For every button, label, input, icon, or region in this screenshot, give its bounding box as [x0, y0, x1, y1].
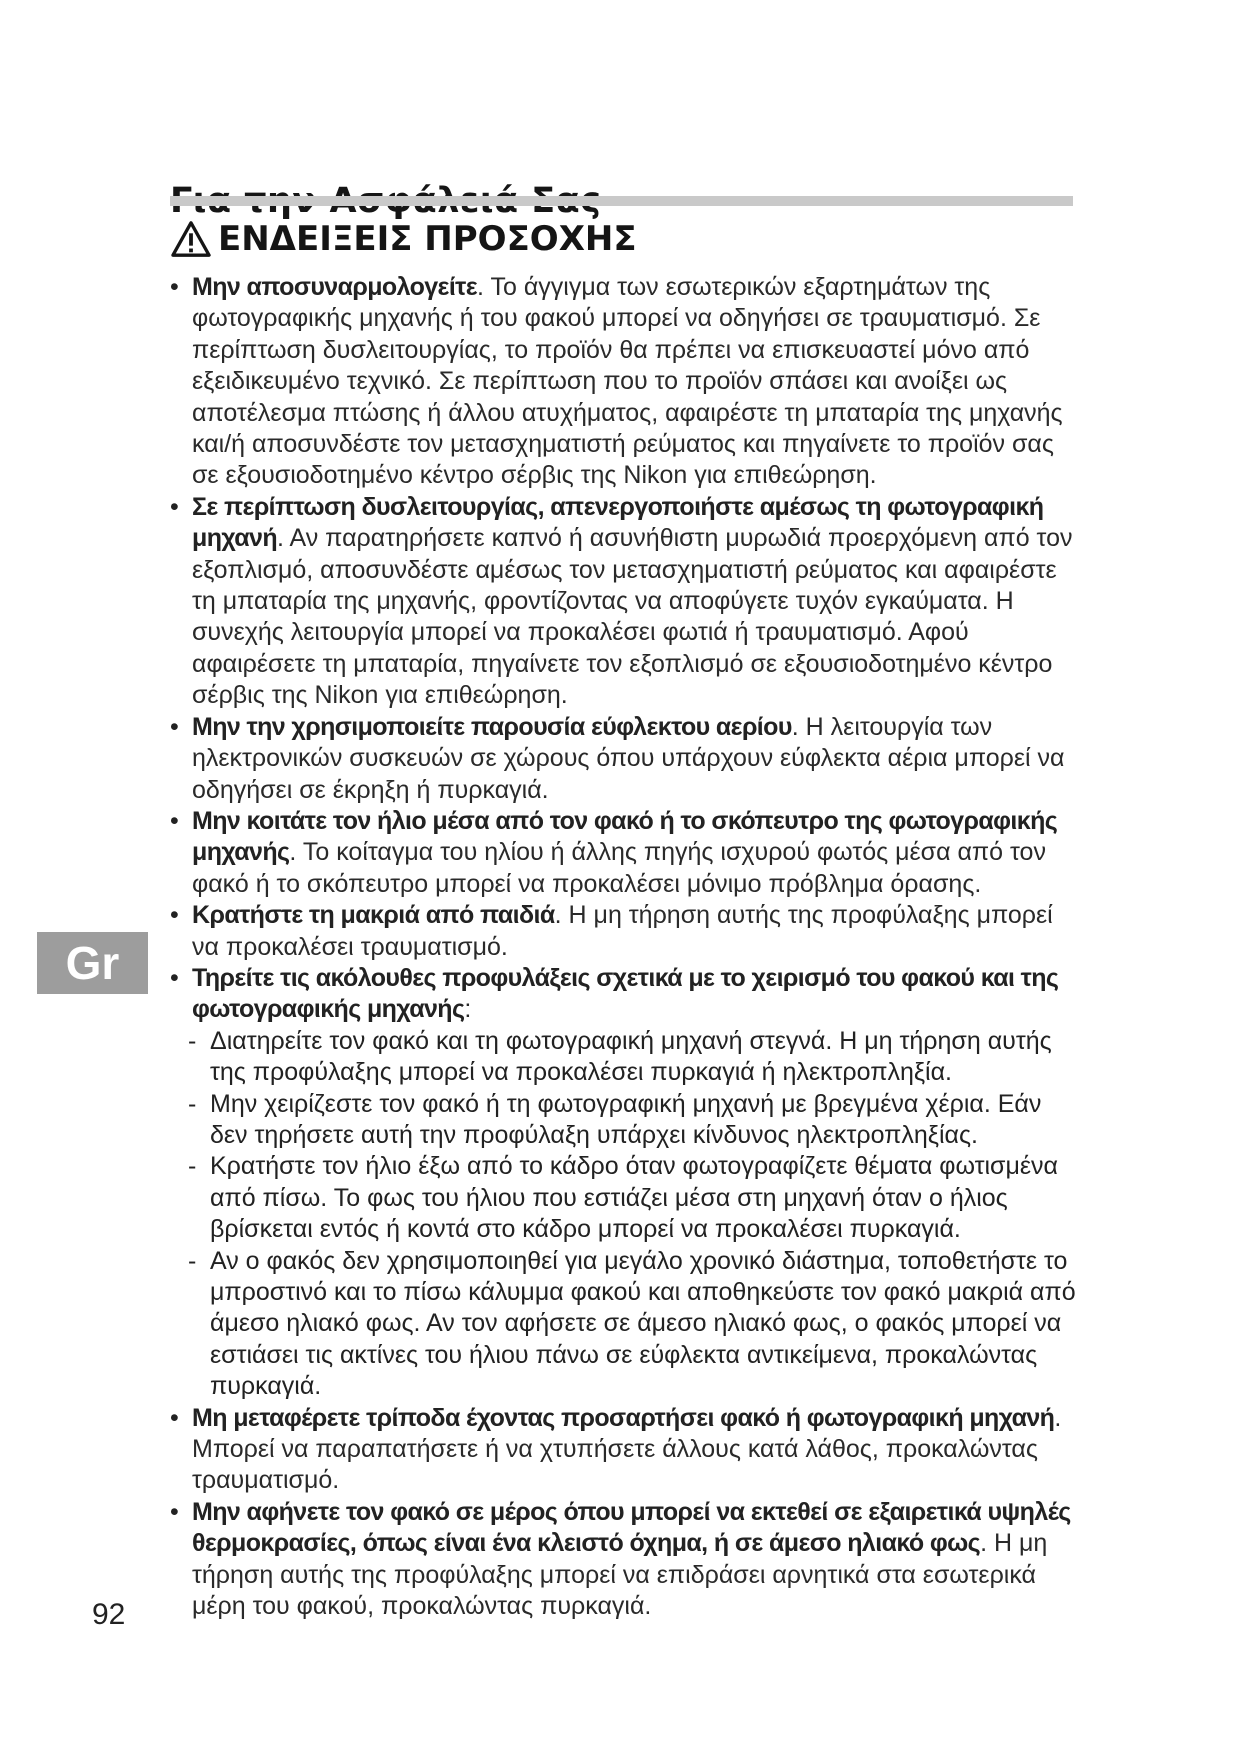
- title-underline: [170, 196, 1073, 206]
- warning-triangle-icon: [170, 220, 212, 258]
- caution-item-tripod: • Μη μεταφέρετε τρίποδα έχοντας προσαρτήσει φακό ή φωτογραφική μηχανή. Μπορεί να παραπατήσετε ή να χτυπήσετε άλλους κατά λάθος, προκαλώντας τραυματισμό.: [170, 1403, 1080, 1497]
- section-heading-text: ΕΝΔΕΙΞΕΙΣ ΠΡΟΣΟΧΗΣ: [218, 219, 637, 259]
- caution-item-malfunction: • Σε περίπτωση δυσλειτουργίας, απενεργοποιήστε αμέσως τη φωτογραφική μηχανή. Αν παρατηρήσετε καπνό ή ασυνήθιστη μυρωδιά προερχόμενη από τον εξοπλισμό, αποσυνδέστε αμέσως τον μετασχηματιστή ρεύματος και αφαιρέστε τη μπαταρία της μηχανής, φροντίζοντας να αποφύγετε τυχόν εγκαύματα. Η συνεχής λειτουργία μπορεί να προκαλέσει φωτιά ή τραυματισμό. Αφού αφαιρέσετε τη μπαταρία, πηγαίνετε τον εξοπλισμό σε εξουσιοδοτημένο κέντρο σέρβις της Nikon για επιθεώρηση.: [170, 492, 1080, 712]
- caution-item-flammable-gas: • Μην την χρησιμοποιείτε παρουσία εύφλεκτου αερίου. Η λειτουργία των ηλεκτρονικών συσκευών σε χώρους όπου υπάρχουν εύφλεκτα αέρια μπορεί να οδηγήσει σε έκρηξη ή πυρκαγιά.: [170, 712, 1080, 806]
- sub-item-wet-hands: - Μην χειρίζεστε τον φακό ή τη φωτογραφική μηχανή με βρεγμένα χέρια. Εάν δεν τηρήσετε αυτή την προφύλαξη υπάρχει κίνδυνος ηλεκτροπληξίας.: [170, 1089, 1080, 1152]
- caution-item-sun: • Μην κοιτάτε τον ήλιο μέσα από τον φακό ή το σκόπευτρο της φωτογραφικής μηχανής. Το κοίταγμα του ηλίου ή άλλης πηγής ισχυρού φωτός μέσα από τον φακό ή το σκόπευτρο μπορεί να προκαλέσει μόνιμο πρόβλημα όρασης.: [170, 806, 1080, 900]
- section-heading: [170, 219, 637, 259]
- sub-item-storage: - Αν ο φακός δεν χρησιμοποιηθεί για μεγάλο χρονικό διάστημα, τοποθετήστε το μπροστινό και το πίσω κάλυμμα φακού και αποθηκεύστε τον φακό μακριά από άμεσο ηλιακό φως. Αν τον αφήσετε σε άμεσο ηλιακό φως, ο φακός μπορεί να εστιάσει τις ακτίνες του ήλιου πάνω σε εύφλεκτα αντικείμενα, προκαλώντας πυρκαγιά.: [170, 1246, 1080, 1403]
- caution-item-heat: • Μην αφήνετε τον φακό σε μέρος όπου μπορεί να εκτεθεί σε εξαιρετικά υψηλές θερμοκρασίες, όπως είναι ένα κλειστό όχημα, ή σε άμεσο ηλιακό φως. Η μη τήρηση αυτής της προφύλαξης μπορεί να επιδράσει αρνητικά στα εσωτερικά μέρη του φακού, προκαλώντας πυρκαγιά.: [170, 1497, 1080, 1623]
- language-tab: Gr: [37, 932, 148, 994]
- page-number: 92: [92, 1598, 126, 1631]
- sub-item-dry: - Διατηρείτε τον φακό και τη φωτογραφική μηχανή στεγνά. Η μη τήρηση αυτής της προφύλαξης μπορεί να προκαλέσει πυρκαγιά ή ηλεκτροπληξία.: [170, 1026, 1080, 1089]
- caution-item-handling: • Τηρείτε τις ακόλουθες προφυλάξεις σχετικά με το χειρισμό του φακού και της φωτογραφικής μηχανής:: [170, 963, 1080, 1026]
- caution-item-disassemble: • Μην αποσυναρμολογείτε. Το άγγιγμα των εσωτερικών εξαρτημάτων της φωτογραφικής μηχανής ή του φακού μπορεί να οδηγήσει σε τραυματισμό. Σε περίπτωση δυσλειτουργίας, το προϊόν θα πρέπει να επισκευαστεί μόνο από εξειδικευμένο τεχνικό. Σε περίπτωση που το προϊόν σπάσει και ανοίξει ως αποτέλεσμα πτώσης ή άλλου ατυχήματος, αφαιρέστε τη μπαταρία της μηχανής και/ή αποσυνδέστε τον μετασχηματιστή ρεύματος και πηγαίνετε το προϊόν σας σε εξουσιοδοτημένο κέντρο σέρβις της Nikon για επιθεώρηση.: [170, 272, 1080, 492]
- caution-item-children: • Κρατήστε τη μακριά από παιδιά. Η μη τήρηση αυτής της προφύλαξης μπορεί να προκαλέσει τραυματισμό.: [170, 900, 1080, 963]
- sub-item-backlit: - Κρατήστε τον ήλιο έξω από το κάδρο όταν φωτογραφίζετε θέματα φωτισμένα από πίσω. Το φως του ήλιου που εστιάζει μέσα στη μηχανή όταν ο ήλιος βρίσκεται εντός ή κοντά στο κάδρο μπορεί να προκαλέσει πυρκαγιά.: [170, 1151, 1080, 1245]
- caution-list: [170, 272, 1080, 1622]
